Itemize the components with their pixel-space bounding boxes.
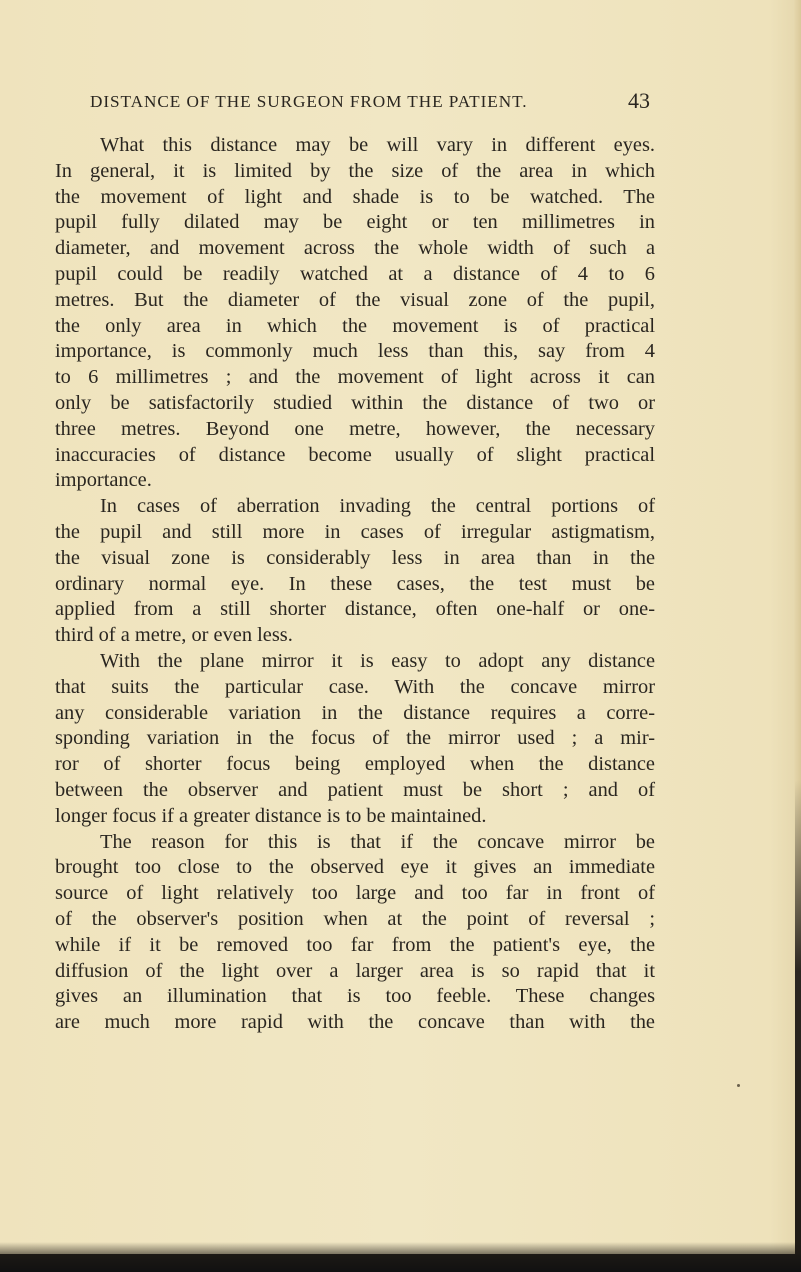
text-line: of the observer's position when at the point of reversal ; — [55, 907, 655, 930]
body-text — [55, 133, 655, 1036]
ink-speck — [737, 1084, 740, 1087]
text-line: With the plane mirror it is easy to adopt any distance — [100, 649, 655, 672]
text-line: The reason for this is that if the concave mirror be — [100, 830, 655, 853]
text-line: importance. — [55, 469, 152, 492]
text-line: that suits the particular case. With the concave mirror — [55, 675, 655, 698]
text-line: the visual zone is considerably less in area than in the — [55, 546, 655, 569]
text-line: sponding variation in the focus of the mirror used ; a mir- — [55, 727, 655, 750]
text-line: to 6 millimetres ; and the movement of light across it can — [55, 366, 655, 389]
binding-shadow — [795, 780, 801, 1260]
text-line: are much more rapid with the concave than with the — [55, 1011, 655, 1034]
text-line: between the observer and patient must be short ; and of — [55, 778, 655, 801]
text-line: pupil could be readily watched at a distance of 4 to 6 — [55, 262, 655, 285]
page-number: 43 — [628, 88, 650, 113]
text-line: importance, is commonly much less than this, say from 4 — [55, 340, 655, 363]
page-header — [90, 88, 650, 132]
text-line: longer focus if a greater distance is to be maintained. — [55, 804, 487, 827]
running-head: DISTANCE OF THE SURGEON FROM THE PATIENT. — [90, 92, 528, 111]
text-line: inaccuracies of distance become usually of slight practical — [55, 443, 655, 466]
text-line: brought too close to the observed eye it gives an immediate — [55, 856, 655, 879]
scan-bottom-edge — [0, 1254, 801, 1272]
text-line: gives an illumination that is too feeble. These changes — [55, 985, 655, 1008]
text-line: while if it be removed too far from the patient's eye, the — [55, 933, 655, 956]
text-line: applied from a still shorter distance, often one-half or one- — [55, 598, 655, 621]
text-line: ordinary normal eye. In these cases, the test must be — [55, 572, 655, 595]
bottom-shadow — [0, 1242, 801, 1254]
text-line: diffusion of the light over a larger area is so rapid that it — [55, 959, 655, 982]
text-line: metres. But the diameter of the visual zone of the pupil, — [55, 288, 655, 311]
text-line: What this distance may be will vary in different eyes. — [100, 134, 655, 156]
text-line: three metres. Beyond one metre, however, the necessary — [55, 417, 655, 440]
text-line: the pupil and still more in cases of irregular astigmatism, — [55, 520, 655, 543]
text-line: only be satisfactorily studied within the distance of two or — [55, 391, 655, 414]
text-line: any considerable variation in the distance requires a corre- — [55, 701, 655, 724]
text-line: diameter, and movement across the whole width of such a — [55, 237, 655, 260]
text-line: source of light relatively too large and too far in front of — [55, 882, 655, 905]
text-line: In general, it is limited by the size of the area in which — [55, 159, 655, 182]
text-line: pupil fully dilated may be eight or ten millimetres in — [55, 211, 655, 234]
text-line: ror of shorter focus being employed when the distance — [55, 753, 655, 776]
text-line: the only area in which the movement is of practical — [55, 314, 655, 337]
text-line: the movement of light and shade is to be watched. The — [55, 185, 655, 208]
text-line: In cases of aberration invading the central portions of — [100, 495, 655, 518]
text-line: third of a metre, or even less. — [55, 624, 293, 647]
